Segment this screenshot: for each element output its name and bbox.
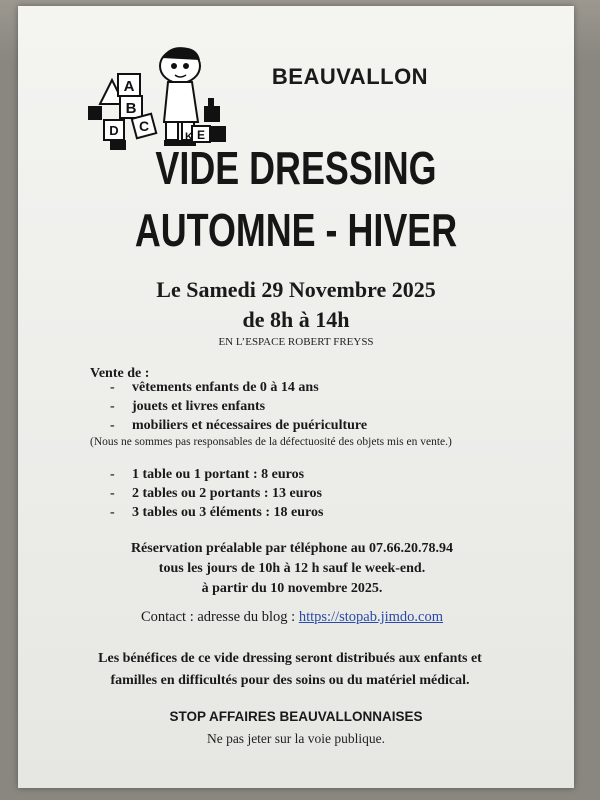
footer-note: Ne pas jeter sur la voie publique. bbox=[206, 731, 386, 746]
organizer-name: STOP AFFAIRES BEAUVALLONNAISES bbox=[169, 709, 423, 724]
block-letter-d: D bbox=[109, 123, 119, 138]
sale-items-list bbox=[110, 378, 367, 435]
reservation-line3: à partir du 10 novembre 2025. bbox=[201, 581, 383, 596]
blog-link[interactable]: https://stopab.jimdo.com bbox=[298, 609, 444, 625]
event-venue: EN L’ESPACE ROBERT FREYSS bbox=[218, 336, 374, 348]
benefit-line1: Les bénéfices de ce vide dressing seront distribués aux enfants et bbox=[98, 651, 482, 666]
disclaimer: (Nous ne sommes pas responsables de la défectuosité des objets mis en vente.) bbox=[90, 436, 452, 448]
list-item: - mobiliers et nécessaires de puériculture bbox=[110, 418, 368, 433]
price-text: 2 tables ou 2 portants : 13 euros bbox=[132, 486, 322, 501]
list-item: - jouets et livres enfants bbox=[110, 399, 266, 414]
sale-item-text: mobiliers et nécessaires de puériculture bbox=[132, 418, 368, 433]
contact-line bbox=[14, 609, 570, 626]
block-letter-b: B bbox=[125, 100, 137, 117]
event-date: Le Samedi 29 Novembre 2025 bbox=[156, 277, 436, 302]
block-letter-e: E bbox=[196, 128, 206, 142]
block-letter-a: A bbox=[123, 78, 135, 95]
price-list bbox=[110, 465, 323, 522]
reservation-line1: Réservation préalable par téléphone au 07.66.20.78.94 bbox=[130, 541, 454, 556]
event-title-line2: AUTOMNE - HIVER bbox=[134, 204, 458, 256]
list-item: - 3 tables ou 3 éléments : 18 euros bbox=[110, 505, 324, 520]
block-letter-k: K bbox=[185, 131, 193, 143]
price-text: 3 tables ou 3 éléments : 18 euros bbox=[132, 505, 324, 520]
sale-item-text: jouets et livres enfants bbox=[132, 399, 266, 414]
contact-label: Contact : adresse du blog : bbox=[140, 609, 296, 625]
sale-item-text: vêtements enfants de 0 à 14 ans bbox=[132, 380, 319, 395]
flyer-sheet bbox=[18, 6, 574, 788]
child-blocks-illustration bbox=[80, 44, 240, 154]
sale-heading: Vente de : bbox=[90, 366, 150, 381]
price-text: 1 table ou 1 portant : 8 euros bbox=[132, 467, 305, 482]
block-letter-c: C bbox=[138, 118, 150, 134]
reservation-line2: tous les jours de 10h à 12 h sauf le week-end. bbox=[158, 561, 426, 576]
list-item: - vêtements enfants de 0 à 14 ans bbox=[110, 380, 319, 395]
benefit-line2: familles en difficultés pour des soins ou du matériel médical. bbox=[110, 673, 470, 688]
list-item: - 2 tables ou 2 portants : 13 euros bbox=[110, 486, 322, 501]
event-hours: de 8h à 14h bbox=[242, 307, 350, 332]
event-title-line1: VIDE DRESSING bbox=[155, 142, 437, 194]
list-item: - 1 table ou 1 portant : 8 euros bbox=[110, 467, 305, 482]
town-name: BEAUVALLON bbox=[271, 64, 429, 89]
